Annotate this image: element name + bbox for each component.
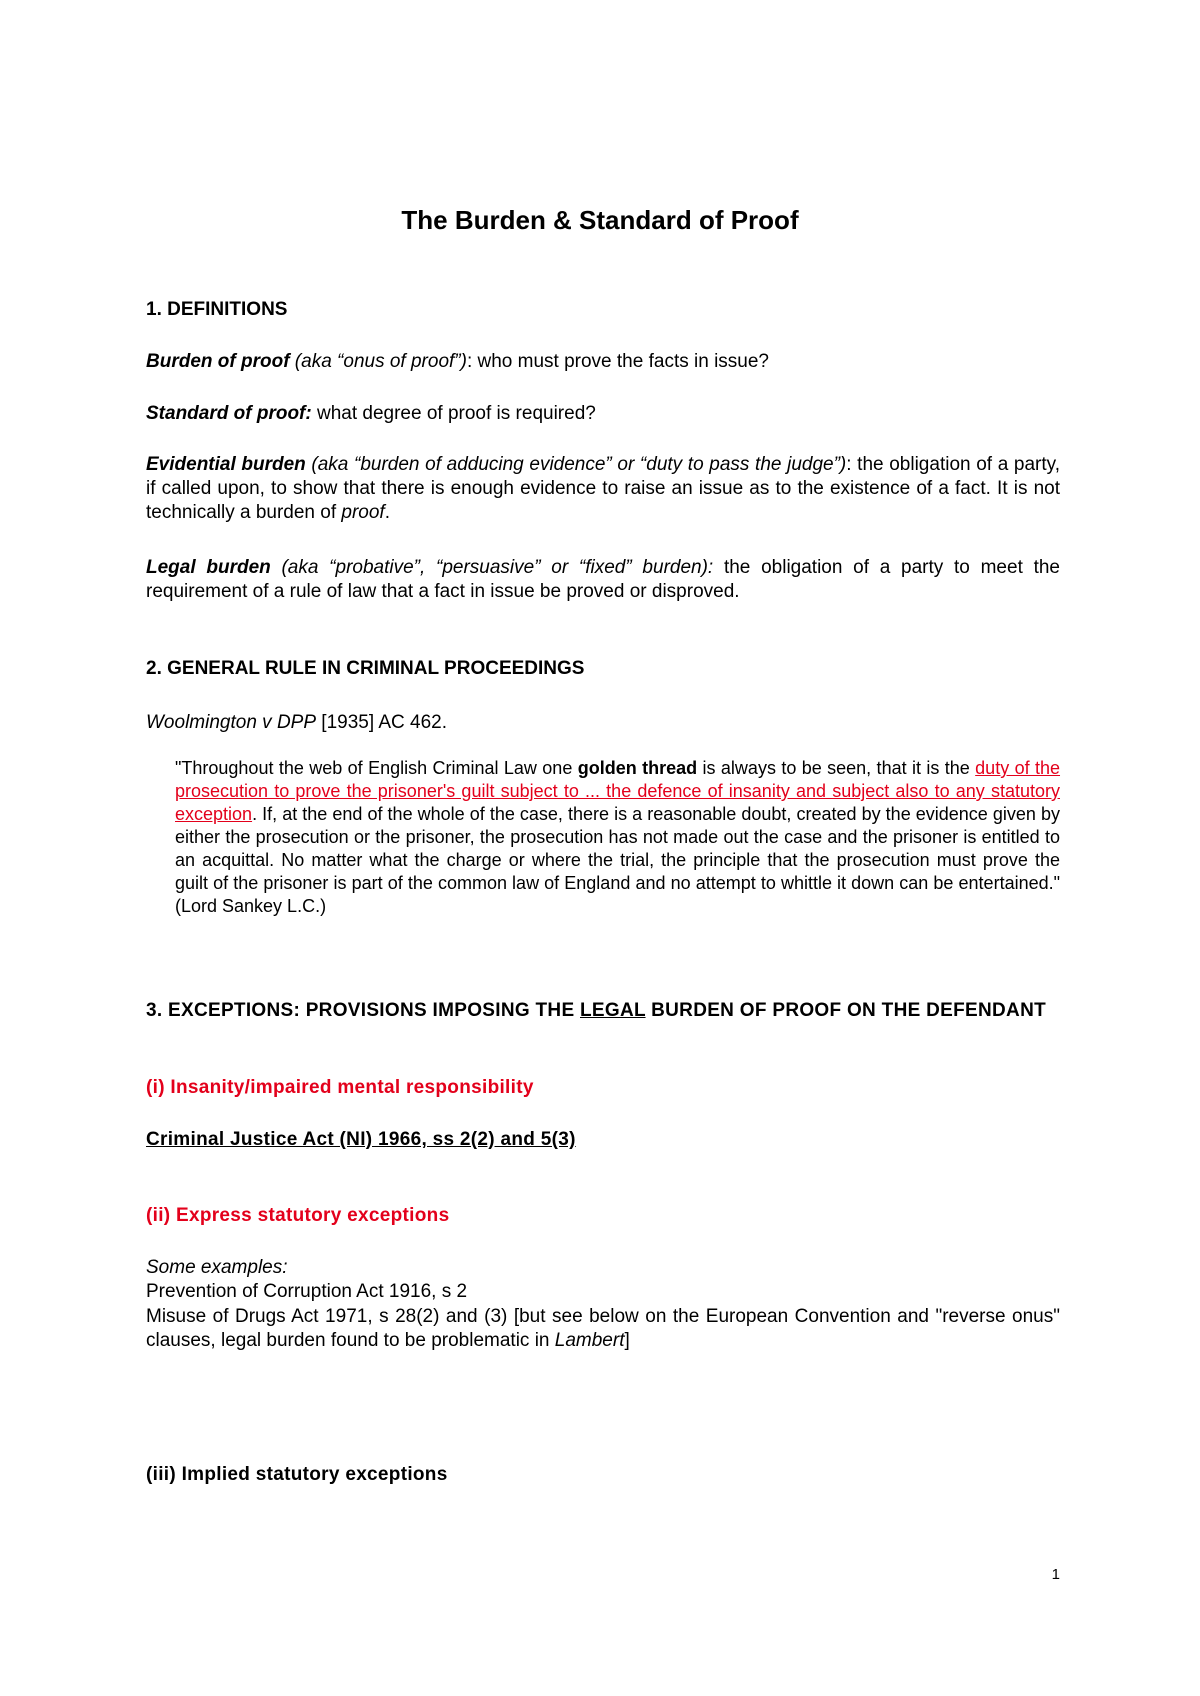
case-name: Woolmington v DPP — [146, 712, 317, 733]
quote-part-c: . If, at the end of the whole of the case, there is a reasonable doubt, created by the evidence given by either the prosecution or the prisoner, the prosecution has not made out the case and the prisoner is entitled to an acquittal. No matter what the charge or where the trial, the principle that the prosecution must prove the guilt of the prisoner is part of the common law of England and no attempt to whittle it down can be entertained." (Lord Sankey L.C.) — [175, 804, 1060, 916]
section-1-heading: 1. DEFINITIONS — [146, 299, 288, 320]
legal-definition: the obligation of a party to meet the requirement of a rule of law that a fact in issue be proved or disproved. — [146, 557, 1060, 602]
section-3-heading-part-a: 3. EXCEPTIONS: PROVISIONS IMPOSING THE — [146, 1000, 580, 1021]
section-3-heading — [146, 999, 1060, 1023]
evidential-aka: (aka “burden of adducing evidence” or “duty to pass the judge”) — [305, 454, 847, 475]
quote-part-a: "Throughout the web of English Criminal Law one — [175, 758, 578, 778]
quote-part-b: is always to be seen, that it is the — [697, 758, 976, 778]
case-cite: [1935] AC 462. — [316, 712, 448, 733]
term-standard-of-proof: Standard of proof: — [146, 403, 312, 424]
subheading-implied-exceptions: (iii) Implied statutory exceptions — [146, 1464, 448, 1485]
term-evidential-burden: Evidential burden — [146, 454, 306, 475]
evidential-definition: : the obligation of a party, if called upon, to show that there is enough evidence to raise an issue as to the existence of a fact. It is not technically a burden of — [146, 454, 1061, 523]
examples-label: Some examples: — [146, 1257, 288, 1278]
example-2-case-lambert: Lambert — [554, 1330, 625, 1351]
section-3-heading-part-b: BURDEN OF PROOF ON THE DEFENDANT — [645, 1000, 1047, 1021]
evidential-proof-word: proof — [341, 502, 385, 523]
subheading-express-exceptions: (ii) Express statutory exceptions — [146, 1205, 450, 1226]
page-number: 1 — [1051, 1566, 1060, 1583]
case-citation — [146, 711, 1060, 735]
quote-highlighted-duty: duty of the prosecution to prove the prisoner's guilt subject to ... the defence of insanity and subject also to any statutory exception — [175, 758, 1061, 824]
section-3-heading-legal: LEGAL — [580, 1000, 646, 1021]
burden-aka: (aka “onus of proof”) — [289, 351, 467, 372]
document-title: The Burden & Standard of Proof — [401, 205, 799, 235]
example-misuse-of-drugs — [146, 1305, 1060, 1353]
evidential-definition-end: . — [384, 502, 390, 523]
definition-legal-burden — [146, 556, 1060, 604]
example-2-text: Misuse of Drugs Act 1971, s 28(2) and (3) [but see below on the European Convention and "reverse onus" clauses, legal burden found to be problematic in — [146, 1306, 1060, 1351]
definition-standard-of-proof — [146, 402, 1060, 426]
term-burden-of-proof: Burden of proof — [146, 351, 290, 372]
example-prevention-of-corruption: Prevention of Corruption Act 1916, s 2 — [146, 1281, 468, 1302]
burden-definition: : who must prove the facts in issue? — [466, 351, 769, 372]
term-legal-burden: Legal burden — [146, 557, 271, 578]
standard-definition: what degree of proof is required? — [311, 403, 596, 424]
woolmington-quote — [175, 757, 1060, 918]
legal-aka: (aka “probative”, “persuasive” or “fixed” burden): — [270, 557, 714, 578]
definition-burden-of-proof — [146, 350, 1060, 374]
quote-golden-thread: golden thread — [577, 758, 698, 778]
act-criminal-justice: Criminal Justice Act (NI) 1966, ss 2(2) and 5(3) — [146, 1129, 576, 1150]
section-2-heading: 2. GENERAL RULE IN CRIMINAL PROCEEDINGS — [146, 658, 585, 679]
subheading-insanity: (i) Insanity/impaired mental responsibility — [146, 1077, 534, 1098]
example-2-end: ] — [624, 1330, 630, 1351]
definition-evidential-burden — [146, 453, 1060, 525]
